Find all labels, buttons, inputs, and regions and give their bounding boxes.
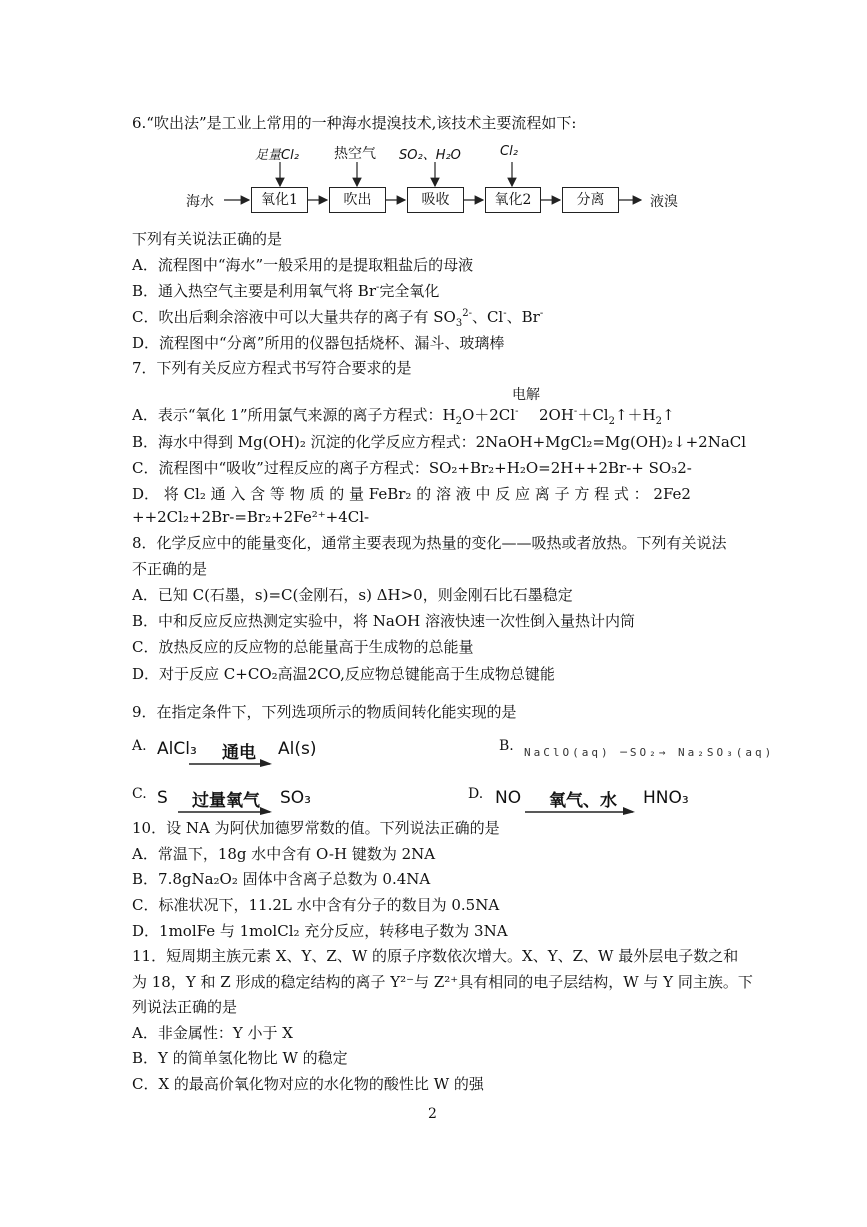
flow-input-2: 热空气	[334, 146, 376, 162]
q9-option-a-product: Al(s)	[278, 739, 317, 759]
q11-stem-line1: 11．短周期主族元素 X、Y、Z、W 的原子序数依次增大。X、Y、Z、W 最外层电子数之和	[132, 947, 739, 965]
q11-option-b: B．Y 的简单氢化物比 W 的稳定	[132, 1049, 348, 1067]
flow-input-1: 足量Cl₂	[255, 148, 299, 163]
q11-option-a: A．非金属性：Y 小于 X	[132, 1024, 293, 1042]
q6-option-d: D．流程图中“分离”所用的仪器包括烧杯、漏斗、玻璃棒	[132, 334, 505, 352]
flow-step-oxidation-2: 氧化2	[485, 187, 541, 213]
q10-option-b: B．7.8gNa₂O₂ 固体中含离子总数为 0.4NA	[132, 870, 431, 888]
q9-option-d-label: D.	[468, 786, 484, 802]
flow-end: 液溴	[650, 194, 678, 210]
flow-step-absorb: 吸收	[407, 187, 464, 213]
q10-option-c: C．标准状况下，11.2L 水中含有分子的数目为 0.5NA	[132, 896, 500, 914]
q8-option-d: D．对于反应 C+CO₂高温2CO,反应物总键能高于生成物总键能	[132, 665, 555, 683]
q7-stem: 7．下列有关反应方程式书写符合要求的是	[132, 359, 412, 377]
q11-stem-line2: 为 18，Y 和 Z 形成的稳定结构的离子 Y²⁻与 Z²⁺具有相同的电子层结构，W 与 Y 同主族。下	[132, 973, 753, 991]
q9-option-d-reactant: NO	[495, 788, 522, 808]
q9-option-d-product: HNO₃	[643, 788, 689, 808]
q7-electrolysis-label: 电解	[512, 387, 540, 403]
page-number: 2	[428, 1106, 437, 1122]
q9-option-c-label: C.	[132, 786, 147, 802]
flow-start: 海水	[186, 194, 214, 210]
flow-step-oxidation-1: 氧化1	[251, 187, 308, 213]
flow-input-4: Cl₂	[500, 144, 518, 159]
q7-option-d-line2: ++2Cl₂+2Br-=Br₂+2Fe²⁺+4Cl-	[132, 508, 370, 526]
flow-step-separate: 分离	[562, 187, 619, 213]
q8-stem-line2: 不正确的是	[132, 560, 208, 578]
q8-option-b: B．中和反应反应热测定实验中，将 NaOH 溶液快速一次性倒入量热计内筒	[132, 612, 636, 630]
q11-option-c: C．X 的最高价氧化物对应的水化物的酸性比 W 的强	[132, 1075, 484, 1093]
q8-stem-line1: 8．化学反应中的能量变化，通常主要表现为热量的变化——吸热或者放热。下列有关说法	[132, 534, 727, 552]
q7-option-a-products: $2OH^-+Cl_2↑+H_2↑$	[539, 406, 675, 427]
q9-option-a-condition: 通电	[222, 743, 256, 763]
q6-option-a: A．流程图中“海水”一般采用的是提取粗盐后的母液	[132, 256, 474, 274]
q10-option-a: A．常温下，18g 水中含有 O-H 键数为 2NA	[132, 845, 436, 863]
q9-option-c-condition: 过量氧气	[192, 791, 260, 811]
q9-stem: 9．在指定条件下，下列选项所示的物质间转化能实现的是	[132, 703, 517, 721]
q10-stem: 10．设 NA 为阿伏加德罗常数的值。下列说法正确的是	[132, 819, 500, 837]
q9-option-c-reactant: S	[157, 788, 168, 808]
q11-stem-line3: 列说法正确的是	[132, 998, 238, 1016]
q7-option-c: C．流程图中“吸收”过程反应的离子方程式：SO₂+Br₂+H₂O=2H++2Br-+ SO₃2-	[132, 459, 692, 477]
q9-option-c-product: SO₃	[280, 788, 311, 808]
q9-option-d-condition: 氧气、水	[549, 791, 617, 811]
q6-stem: 6.“吹出法”是工业上常用的一种海水提溴技术,该技术主要流程如下:	[132, 114, 577, 132]
q8-option-c: C．放热反应的反应物的总能量高于生成物的总能量	[132, 638, 474, 656]
q8-option-a: A．已知 C(石墨，s)=C(金刚石，s) ΔH>0，则金刚石比石墨稳定	[132, 586, 573, 604]
q6-option-b: B．通入热空气主要是利用氧气将 Br-完全氧化	[132, 282, 440, 300]
q10-option-d: D．1molFe 与 1molCl₂ 充分反应，转移电子数为 3NA	[132, 922, 508, 940]
q6-prompt: 下列有关说法正确的是	[132, 230, 283, 248]
q9-option-a-label: A.	[132, 738, 147, 754]
flow-input-3: SO₂、H₂O	[399, 148, 461, 163]
q7-option-d-line1: D． 将 Cl₂ 通 入 含 等 物 质 的 量 FeBr₂ 的 溶 液 中 反 应 离 子 方 程 式 ： 2Fe2	[132, 485, 691, 503]
q6-option-c: C．吹出后剩余溶液中可以大量共存的离子有 $SO_3^{2-}$、Cl-、Br-	[132, 308, 544, 329]
q7-option-a: A．表示“氧化 1”所用氯气来源的离子方程式：$H_2O+2Cl^-$	[132, 406, 519, 427]
q9-option-b-label: B.	[499, 738, 514, 754]
flow-step-blow-out: 吹出	[329, 187, 386, 213]
q9-option-b-equation: NaClO(aq) ─SO₂→ Na₂SO₃(aq)	[524, 746, 775, 759]
q7-option-b: B．海水中得到 Mg(OH)₂ 沉淀的化学反应方程式：2NaOH+MgCl₂=Mg(OH)₂↓+2NaCl	[132, 433, 747, 451]
q9-option-a-reactant: AlCl₃	[157, 739, 197, 759]
